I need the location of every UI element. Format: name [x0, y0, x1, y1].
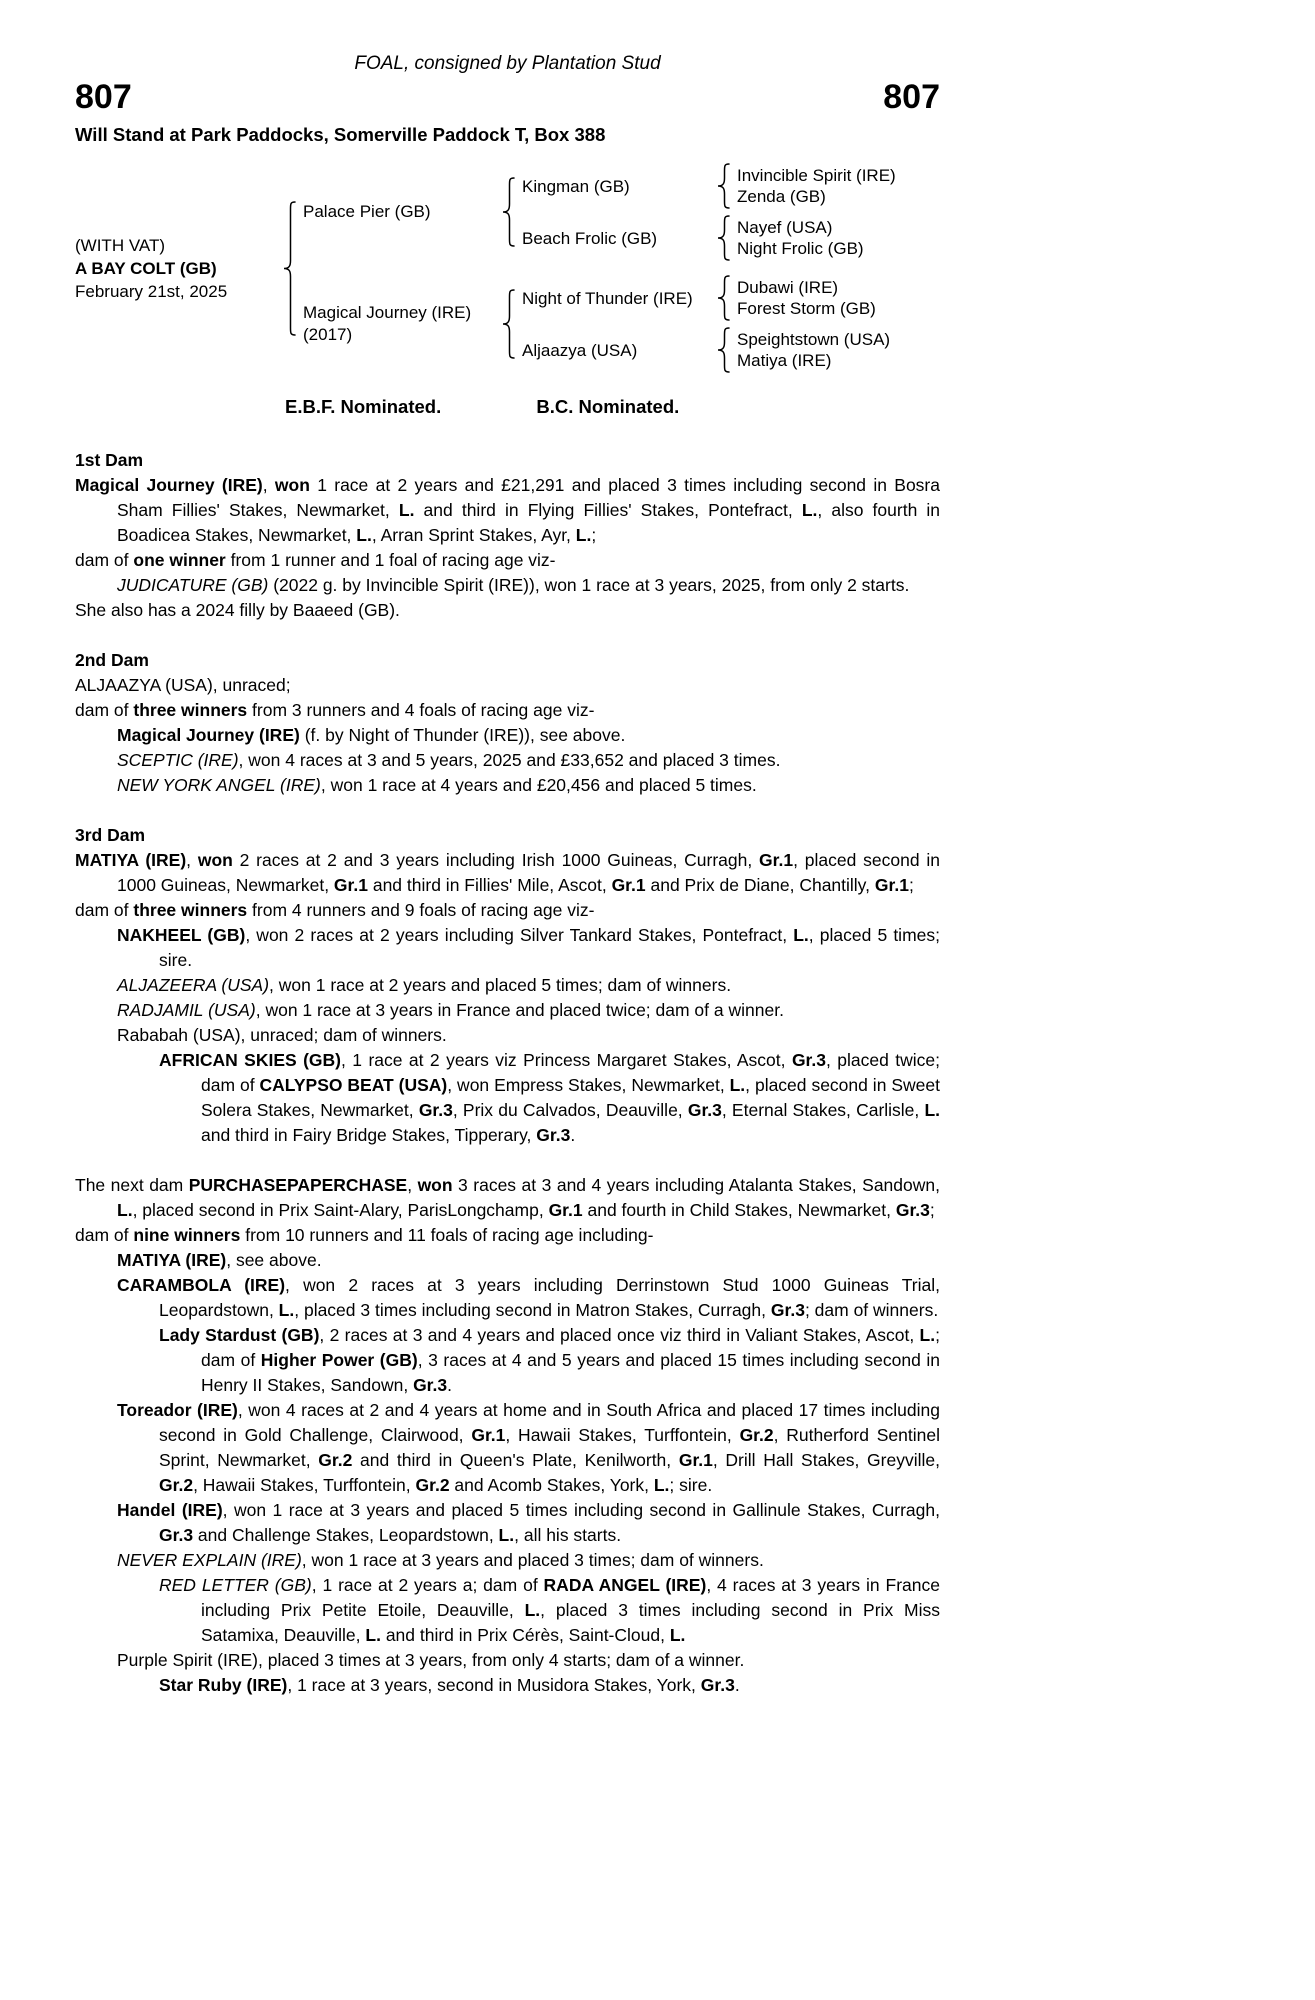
dam-dam-name: Aljaazya (USA) [522, 340, 638, 360]
pedigree-paragraph: ALJAAZYA (USA), unraced; [75, 675, 291, 695]
section-heading: 3rd Dam [75, 825, 146, 845]
brace-icon [716, 327, 731, 373]
pedigree-paragraph: She also has a 2024 filly by Baaeed (GB). [75, 600, 400, 620]
brace-icon [501, 289, 516, 359]
lot-number-left: 807 [75, 78, 132, 116]
pedigree-paragraph: SCEPTIC (IRE), won 4 races at 3 and 5 years, 2025 and £33,652 and placed 3 times. [117, 750, 781, 770]
dam-dam-row [522, 327, 890, 373]
brace-icon [282, 201, 297, 336]
dam-grandparents-column [522, 272, 890, 376]
pedigree-paragraph: Magical Journey (IRE) (f. by Night of Thunder (IRE)), see above. [117, 725, 626, 745]
dam-sire-name: Night of Thunder (IRE) [522, 288, 693, 308]
pedigree-paragraph: NEW YORK ANGEL (IRE), won 1 race at 4 years and £20,456 and placed 5 times. [117, 775, 757, 795]
pedigree-paragraph: Lady Stardust (GB), 2 races at 3 and 4 years and placed once viz third in Valiant Stakes, Ascot, L.; dam of Higher Power (GB), 3 races at 4 and 5 years and placed 15 times including second in Henry II Stakes, Sandown, Gr.3. [159, 1325, 940, 1395]
sire-grandparents-column [522, 160, 896, 264]
lot-number-row [75, 78, 940, 116]
section-heading: 2nd Dam [75, 650, 149, 670]
pedigree-paragraph: MATIYA (IRE), won 2 races at 2 and 3 years including Irish 1000 Guineas, Curragh, Gr.1, placed second in 1000 Guineas, Newmarket, Gr.1 and third in Fillies' Mile, Ascot, Gr.1 and Prix de Diane, Chantilly, Gr.1; [75, 850, 940, 895]
sire-row [303, 160, 896, 264]
dam-row [303, 272, 896, 376]
nomination-row [75, 396, 940, 418]
pedigree-paragraph: Magical Journey (IRE), won 1 race at 2 years and £21,291 and placed 3 times including second in Bosra Sham Fillies' Stakes, Newmarket, L. and third in Flying Fillies' Stakes, Pontefract, L., also fourth in Boadicea Stakes, Newmarket, L., Arran Sprint Stakes, Ayr, L.; [75, 475, 941, 545]
sire-sire-name: Kingman (GB) [522, 176, 630, 196]
brace-icon [716, 275, 731, 321]
pedigree-paragraph: JUDICATURE (GB) (2022 g. by Invincible Spirit (IRE)), won 1 race at 3 years, 2025, from only 2 starts. [117, 575, 910, 595]
pedigree-paragraph: Handel (IRE), won 1 race at 3 years and placed 5 times including second in Gallinule Stakes, Curragh, Gr.3 and Challenge Stakes, Leopardstown, L., all his starts. [117, 1500, 940, 1545]
sire-dam-sire-name: Nayef (USA) [737, 218, 833, 237]
pedigree-paragraph: The next dam PURCHASEPAPERCHASE, won 3 races at 3 and 4 years including Atalanta Stakes, Sandown, L., placed second in Prix Saint-Alary, ParisLongchamp, Gr.1 and fourth in Child Stakes, Newmarket, Gr.3; [75, 1175, 940, 1220]
bc-nominated-note: B.C. Nominated. [536, 396, 680, 417]
sire-sire-parents [737, 165, 896, 207]
sire-sire-sire-name: Invincible Spirit (IRE) [737, 166, 896, 185]
subject-name: A BAY COLT (GB) [75, 258, 217, 278]
pedigree-paragraph: dam of one winner from 1 runner and 1 foal of racing age viz- [75, 550, 556, 570]
dam-sire-parents [737, 277, 876, 319]
pedigree-paragraph: dam of nine winners from 10 runners and 11 foals of racing age including- [75, 1225, 654, 1245]
dam-sire-row [522, 275, 890, 321]
dam-name-block [303, 302, 499, 346]
dam-year: (2017) [303, 325, 353, 344]
pedigree-tree [75, 156, 940, 380]
pedigree-outer-row [75, 156, 940, 380]
dam-dam-parents [737, 329, 890, 371]
ebf-nominated-note: E.B.F. Nominated. [285, 396, 442, 417]
catalogue-page [75, 0, 940, 1698]
pedigree-paragraph: dam of three winners from 3 runners and 4 foals of racing age viz- [75, 700, 595, 720]
pedigree-paragraph: RADJAMIL (USA), won 1 race at 3 years in France and placed twice; dam of a winner. [117, 1000, 784, 1020]
pedigree-paragraph: MATIYA (IRE), see above. [117, 1250, 322, 1270]
pedigree-paragraph: Purple Spirit (IRE), placed 3 times at 3 years, from only 4 starts; dam of a winner. [117, 1650, 745, 1670]
dam-dam-dam-name: Matiya (IRE) [737, 351, 832, 370]
pedigree-paragraph: AFRICAN SKIES (GB), 1 race at 2 years viz Princess Margaret Stakes, Ascot, Gr.3, placed twice; dam of CALYPSO BEAT (USA), won Empress Stakes, Newmarket, L., placed second in Sweet Solera Stakes, Newmarket, Gr.3, Prix du Calvados, Deauville, Gr.3, Eternal Stakes, Carlisle, L. and third in Fairy Bridge Stakes, Tipperary, Gr.3. [159, 1050, 941, 1145]
stand-location-line: Will Stand at Park Paddocks, Somerville Paddock T, Box 388 [75, 124, 606, 145]
dam-sire-dam-name: Forest Storm (GB) [737, 299, 876, 318]
sire-dam-row [522, 215, 896, 261]
sire-dam-dam-name: Night Frolic (GB) [737, 239, 864, 258]
dam-name: Magical Journey (IRE) [303, 303, 472, 322]
dam-dam-sire-name: Speightstown (USA) [737, 330, 891, 349]
sire-name: Palace Pier (GB) [303, 202, 431, 221]
pedigree-paragraph: NEVER EXPLAIN (IRE), won 1 race at 3 years and placed 3 times; dam of winners. [117, 1550, 764, 1570]
brace-icon [501, 177, 516, 247]
parents-column [303, 156, 896, 380]
subject-block [75, 234, 280, 303]
brace-icon [716, 215, 731, 261]
pedigree-paragraph: Star Ruby (IRE), 1 race at 3 years, second in Musidora Stakes, York, Gr.3. [159, 1675, 740, 1695]
sire-sire-row [522, 163, 896, 209]
pedigree-paragraph: CARAMBOLA (IRE), won 2 races at 3 years including Derrinstown Stud 1000 Guineas Trial, Leopardstown, L., placed 3 times including second in Matron Stakes, Curragh, Gr.3; dam of winners. [117, 1275, 940, 1320]
section-heading: 1st Dam [75, 450, 144, 470]
dam-sire-sire-name: Dubawi (IRE) [737, 278, 839, 297]
sire-dam-parents [737, 217, 864, 259]
pedigree-paragraph: ALJAZEERA (USA), won 1 race at 2 years and placed 5 times; dam of winners. [117, 975, 732, 995]
brace-icon [716, 163, 731, 209]
sire-dam-name: Beach Frolic (GB) [522, 228, 658, 248]
pedigree-paragraph: RED LETTER (GB), 1 race at 2 years a; dam of RADA ANGEL (IRE), 4 races at 3 years in France including Prix Petite Etoile, Deauville, L., placed 3 times including second in Prix Miss Satamixa, Deauville, L. and third in Prix Cérès, Saint-Cloud, L. [159, 1575, 940, 1645]
pedigree-paragraph: Rababah (USA), unraced; dam of winners. [117, 1025, 447, 1045]
catalogue-body [75, 448, 940, 1698]
foaling-date: February 21st, 2025 [75, 281, 228, 301]
lot-number-right: 807 [883, 78, 940, 116]
sire-sire-dam-name: Zenda (GB) [737, 187, 826, 206]
vat-note: (WITH VAT) [75, 235, 166, 255]
pedigree-paragraph: NAKHEEL (GB), won 2 races at 2 years including Silver Tankard Stakes, Pontefract, L., placed 5 times; sire. [117, 925, 940, 970]
pedigree-paragraph: Toreador (IRE), won 4 races at 2 and 4 years at home and in South Africa and placed 17 times including second in Gold Challenge, Clairwood, Gr.1, Hawaii Stakes, Turffontein, Gr.2, Rutherford Sentinel Sprint, Newmarket, Gr.2 and third in Queen's Plate, Kenilworth, Gr.1, Drill Hall Stakes, Greyville, Gr.2, Hawaii Stakes, Turffontein, Gr.2 and Acomb Stakes, York, L.; sire. [117, 1400, 940, 1495]
consignor-line: FOAL, consigned by Plantation Stud [354, 53, 661, 74]
pedigree-paragraph: dam of three winners from 4 runners and 9 foals of racing age viz- [75, 900, 595, 920]
